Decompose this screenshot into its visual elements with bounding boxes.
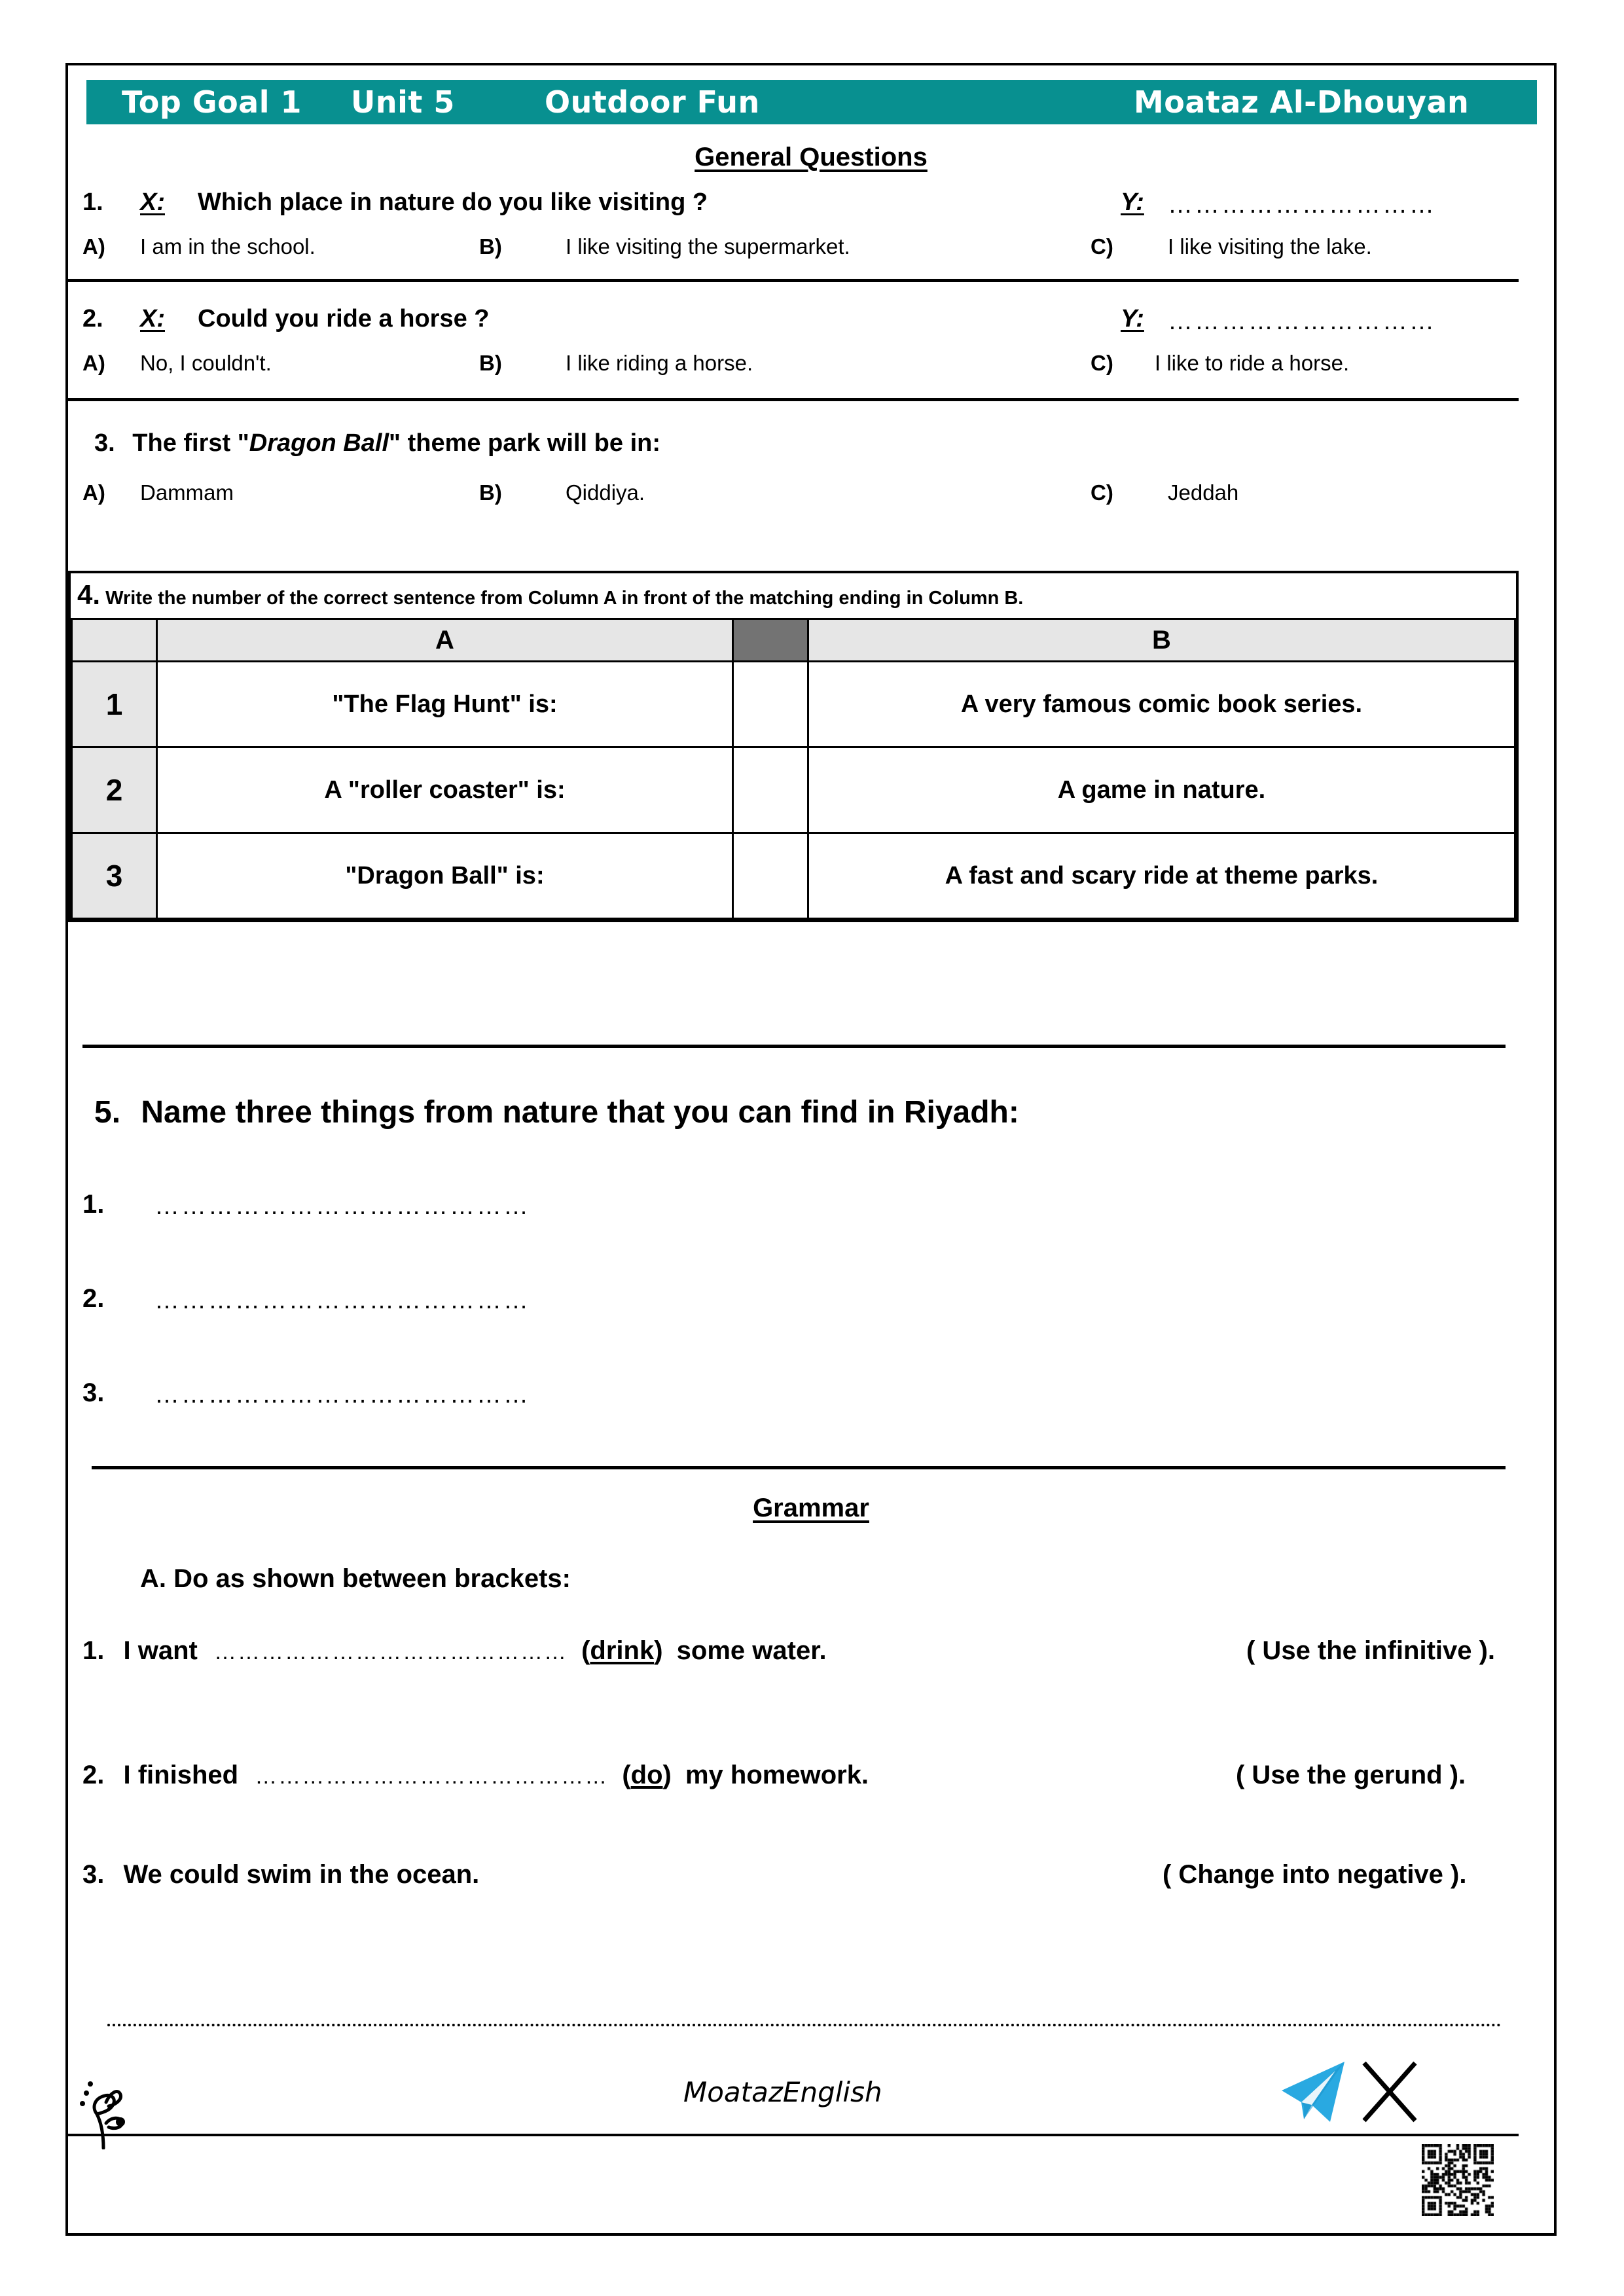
matching-number: 4.	[77, 579, 101, 610]
table-row	[72, 747, 1515, 833]
question-5-item-2-line[interactable]: ……………………………………	[154, 1287, 530, 1314]
row-2-number: 2	[72, 747, 157, 833]
row-2-column-a: A "roller coaster" is:	[157, 747, 733, 833]
question-2-number: 2.	[82, 305, 103, 332]
grammar-item-1-pre: I want	[123, 1636, 198, 1665]
row-1-column-b: A very famous comic book series.	[808, 662, 1515, 747]
header-cell-b: B	[808, 619, 1515, 662]
brand-name: MoatazEnglish	[683, 2076, 882, 2108]
question-3-option-a-text[interactable]: Dammam	[140, 480, 234, 505]
row-1-column-a: "The Flag Hunt" is:	[157, 662, 733, 747]
grammar-answer-line[interactable]	[107, 2024, 1502, 2026]
footer-divider	[68, 2134, 1519, 2136]
header-cell-a: A	[157, 619, 733, 662]
question-3-option-b-letter[interactable]: B)	[479, 480, 502, 505]
question-5-item-1-line[interactable]: ……………………………………	[154, 1193, 530, 1220]
telegram-icon[interactable]	[1279, 2059, 1347, 2128]
table-row	[72, 662, 1515, 747]
question-2-option-a-letter[interactable]: A)	[82, 351, 105, 375]
row-3-number: 3	[72, 833, 157, 919]
header-banner	[86, 80, 1537, 124]
question-1-option-b-letter[interactable]: B)	[479, 234, 502, 259]
question-1-number: 1.	[82, 188, 103, 216]
question-3-option-b-text[interactable]: Qiddiya.	[566, 480, 645, 505]
question-2-speaker-y: Y:	[1121, 305, 1144, 332]
question-3-option-c-letter[interactable]: C)	[1091, 480, 1113, 505]
question-1-answer-line[interactable]: …………………………	[1168, 191, 1436, 219]
grammar-item-1-paren-open: (	[581, 1636, 590, 1665]
divider-after-table	[82, 1045, 1506, 1048]
divider-after-q1	[68, 279, 1519, 282]
row-2-column-b: A game in nature.	[808, 747, 1515, 833]
row-2-answer-box[interactable]	[733, 747, 808, 833]
grammar-item-2-pre: I finished	[123, 1761, 239, 1789]
question-5-item-2-number: 2.	[82, 1284, 105, 1313]
grammar-item-2-paren-close: )	[662, 1761, 672, 1789]
question-1-prompt: Which place in nature do you like visiting ?	[198, 188, 708, 216]
header-topic: Outdoor Fun	[545, 84, 760, 120]
grammar-item-1-instruction: ( Use the infinitive ).	[1246, 1636, 1496, 1665]
matching-exercise	[68, 571, 1519, 922]
grammar-item-3-pre: We could swim in the ocean.	[123, 1860, 480, 1889]
question-1-option-a-text[interactable]: I am in the school.	[140, 234, 316, 259]
question-3-prompt: 3. The first "Dragon Ball" theme park will be in:	[94, 429, 660, 457]
question-2-speaker-x: X:	[140, 305, 165, 332]
header-author: Moataz Al-Dhouyan	[1134, 84, 1470, 120]
row-3-column-b: A fast and scary ride at theme parks.	[808, 833, 1515, 919]
question-2-option-b-text[interactable]: I like riding a horse.	[566, 351, 753, 375]
header-unit: Unit 5	[351, 84, 455, 120]
question-1-speaker-y: Y:	[1121, 188, 1144, 216]
table-header-row	[72, 619, 1515, 662]
grammar-item-2-number: 2.	[82, 1761, 105, 1789]
question-5-number: 5.	[94, 1095, 121, 1130]
grammar-item-2-cue-word: do	[630, 1761, 663, 1789]
question-3-number: 3.	[94, 429, 115, 457]
divider-after-q2	[68, 398, 1519, 401]
grammar-subtitle: A. Do as shown between brackets:	[140, 1564, 571, 1593]
question-2-option-a-text[interactable]: No, I couldn't.	[140, 351, 272, 375]
question-5-item-3-number: 3.	[82, 1378, 105, 1407]
row-3-answer-box[interactable]	[733, 833, 808, 919]
grammar-item-1-number: 1.	[82, 1636, 105, 1665]
worksheet-page	[68, 65, 1554, 2233]
qr-code[interactable]	[1422, 2144, 1494, 2216]
grammar-title: Grammar	[753, 1494, 869, 1522]
grammar-item-2-blank[interactable]: ………………………………………	[255, 1764, 609, 1789]
sprout-doodle-icon	[77, 2076, 136, 2153]
x-logo-icon[interactable]	[1359, 2059, 1422, 2128]
question-3-option-a-letter[interactable]: A)	[82, 480, 105, 505]
grammar-item-2-paren-open: (	[622, 1761, 631, 1789]
question-2-answer-line[interactable]: …………………………	[1168, 308, 1436, 335]
table-row	[72, 833, 1515, 919]
grammar-item-1-blank[interactable]: ………………………………………	[213, 1640, 568, 1664]
question-5-item-3-line[interactable]: ……………………………………	[154, 1381, 530, 1408]
question-2-prompt: Could you ride a horse ?	[198, 305, 490, 332]
grammar-item-2-post: my homework.	[685, 1761, 869, 1789]
grammar-item-1-cue-word: drink	[590, 1636, 655, 1665]
matching-instruction-text: Write the number of the correct sentence from Column A in front of the matching ending in Column B.	[105, 588, 1024, 609]
question-5-prompt: 5. Name three things from nature that you can find in Riyadh:	[94, 1095, 1019, 1130]
grammar-item-2	[82, 1761, 869, 1790]
question-3-option-c-text[interactable]: Jeddah	[1168, 480, 1239, 505]
grammar-item-1	[82, 1636, 827, 1666]
question-2-option-c-text[interactable]: I like to ride a horse.	[1155, 351, 1350, 375]
question-1-speaker-x: X:	[140, 188, 165, 216]
matching-instruction	[71, 573, 1516, 618]
grammar-item-3-instruction: ( Change into negative ).	[1163, 1860, 1467, 1889]
question-5-item-1-number: 1.	[82, 1190, 105, 1219]
grammar-item-2-instruction: ( Use the gerund ).	[1236, 1761, 1466, 1789]
grammar-item-3-number: 3.	[82, 1860, 105, 1889]
general-questions-title: General Questions	[695, 143, 928, 171]
divider-before-grammar	[92, 1466, 1506, 1469]
header-cell-answer	[733, 619, 808, 662]
question-2-option-b-letter[interactable]: B)	[479, 351, 502, 375]
header-course: Top Goal 1	[122, 84, 302, 120]
row-3-column-a: "Dragon Ball" is:	[157, 833, 733, 919]
matching-table	[71, 618, 1516, 920]
question-2-option-c-letter[interactable]: C)	[1091, 351, 1113, 375]
question-1-option-a-letter[interactable]: A)	[82, 234, 105, 259]
question-1-option-b-text[interactable]: I like visiting the supermarket.	[566, 234, 850, 259]
row-1-number: 1	[72, 662, 157, 747]
grammar-item-1-post: some water.	[676, 1636, 827, 1665]
row-1-answer-box[interactable]	[733, 662, 808, 747]
grammar-item-3	[82, 1860, 479, 1890]
grammar-item-1-paren-close: )	[654, 1636, 663, 1665]
question-1-option-c-letter[interactable]: C)	[1091, 234, 1113, 259]
header-cell-index	[72, 619, 157, 662]
question-1-option-c-text[interactable]: I like visiting the lake.	[1168, 234, 1372, 259]
